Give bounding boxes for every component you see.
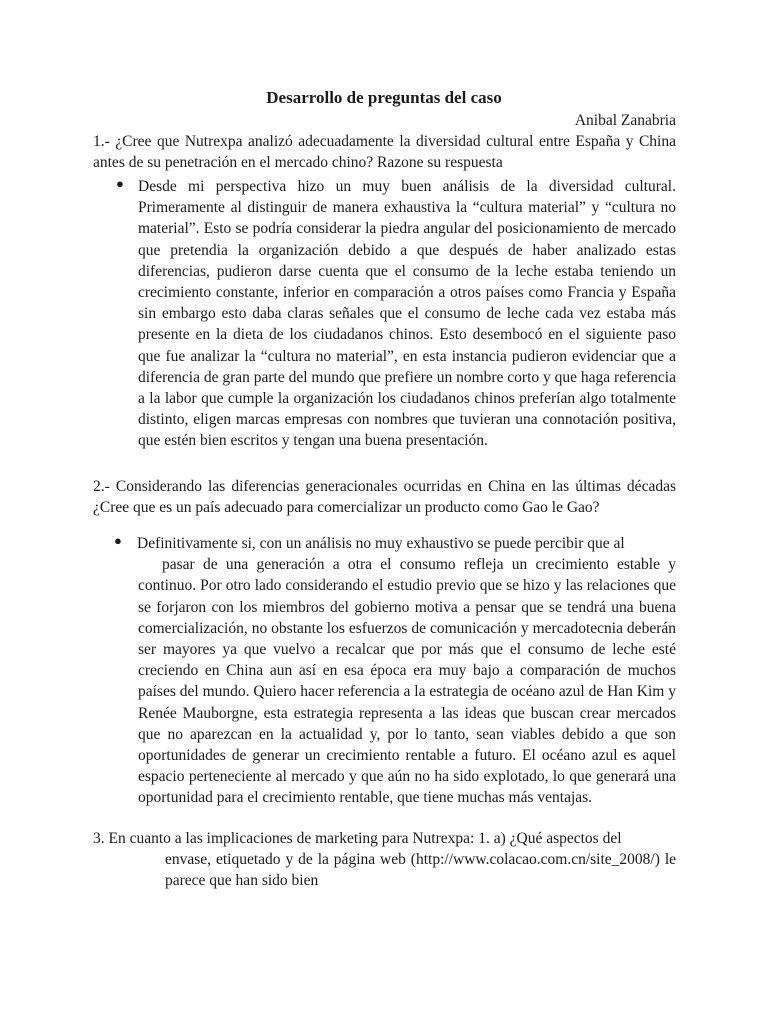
question-3-text: 3. En cuanto a las implicaciones de marketing para Nutrexpa: 1. a) ¿Qué aspectos del: [93, 830, 622, 847]
answer-2-text: pasar de una generación a otra el consumo refleja un crecimiento estable y continuo. Por otro lado considerando el estudio previo que se hizo y las relaciones que se forjaron con los miembros del gobierno motiva a pensar que se tendrá una buena comercialización, no obstante los esfuerzos de comunicación y mercadotecnia deberán ser mayores ya que vuelvo a recalcar que por más que el consumo de leche esté creciendo en China aun así en esa época era muy bajo a comparación de muchos países del mundo. Quiero hacer referencia a la estrategia de océano azul de Han Kim y Renée Mauborgne, esta estrategia representa a las ideas que buscan crear mercados que no aparezcan en la actualidad y, por lo tanto, sean viables debido a que son oportunidades de generar un crecimiento rentable a futuro. El océano azul es aquel espacio perteneciente al mercado y que aún no ha sido explotado, lo que generará una oportunidad para el crecimiento rentable, que tiene muchas más ventajas.: [138, 556, 676, 807]
page-title: Desarrollo de preguntas del caso: [266, 88, 502, 107]
answer-1-text: Desde mi perspectiva hizo un muy buen análisis de la diversidad cultural. Primeramente al distinguir de manera exhaustiva la “cultura material” y “cultura no material”. Esto se podría considerar la piedra angular del posicionamiento de mercado que pretendia la organización debido a que después de haber analizado estas diferencias, pudieron darse cuenta que el consumo de la leche estaba teniendo un crecimiento constante, inferior en comparación a otros países como Francia y España sin embargo esto daba claras señales que el consumo de leche cada vez estaba más presente en la dieta de los ciudadanos chinos. Esto desembocó en el siguiente paso que fue analizar la “cultura no material”, en esta instancia pudieron evidenciar que a diferencia de gran parte del mundo que prefiere un nombre corto y que haga referencia a la labor que cumple la organización los ciudadanos chinos preferían algo totalmente distinto, eligen marcas empresas con nombres que tuvieran una connotación positiva, que estén bien escritos y tengan una buena presentación.: [138, 178, 676, 450]
bullet-icon: ●: [114, 533, 122, 548]
answer-1: [138, 176, 676, 452]
author-name: Anibal Zanabria: [574, 112, 676, 129]
question-3: [93, 828, 676, 892]
question-1: [93, 131, 676, 173]
answer-2: [113, 533, 676, 809]
question-2-text: 2.- Considerando las diferencias generacionales ocurridas en China en las últimas décadas ¿Cree que es un país adecuado para comercializar un producto como Gao le Gao?: [93, 478, 676, 517]
bullet-icon: ●: [116, 176, 124, 191]
answer-2-first-line: Definitivamente si, con un análisis no muy exhaustivo se puede percibir que al: [137, 535, 625, 552]
question-3-continuation: envase, etiquetado y de la página web (http://www.colacao.com.cn/site_2008/) le parece que han sido bien: [165, 851, 676, 890]
question-1-text: 1.- ¿Cree que Nutrexpa analizó adecuadamente la diversidad cultural entre España y China antes de su penetración en el mercado chino? Razone su respuesta: [93, 133, 676, 172]
question-2: [93, 476, 676, 518]
